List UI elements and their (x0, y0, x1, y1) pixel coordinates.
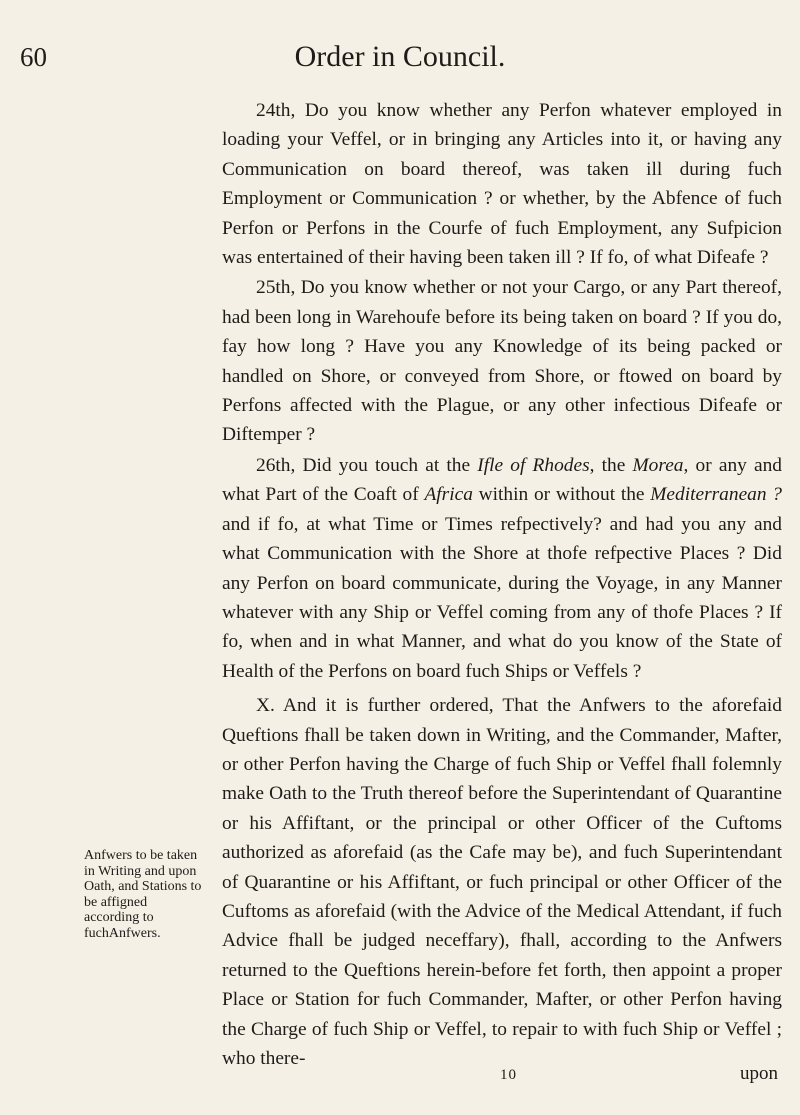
body-text (222, 96, 782, 1073)
signature-mark: 10 (500, 1067, 517, 1083)
place-africa: Africa (424, 484, 473, 506)
q26-text-c: , or any and what Part of the Coaft of (222, 454, 783, 506)
place-morea: Morea (632, 454, 684, 476)
catchword: upon (740, 1063, 778, 1084)
place-isle-of-rhodes: Ifle of Rhodes (477, 454, 590, 476)
q26-text-d: within or without the (472, 484, 651, 506)
margin-note: Anfwers to be taken in Writing and upon Oath, and Stations to be affigned according to fuchAnfwers. (84, 848, 202, 941)
page-footer (0, 1063, 800, 1093)
page-number: 60 (20, 42, 47, 72)
place-mediterranean: Mediterranean ? (650, 484, 782, 506)
q26-text-b: , the (589, 454, 633, 476)
question-25: 25th, Do you know whether or not your Cargo, or any Part thereof, had been long in Warehoufe before its being taken on board ? If you do, fay how long ? Have you any Knowledge of its being packed or handled on Shore, or conveyed from Shore, or ftowed on board by Perfons affected with the Plague, or any other infectious Difeafe or Diftemper ? (222, 277, 782, 446)
q26-text-e: and if fo, at what Time or Times refpectively? and had you any and what Communication with the Shore at thofe refpective Places ? Did any Perfon on board communicate, during the Voyage, in any Manner whatever with any Ship or Veffel coming from any of thofe Places ? If fo, when and in what Manner, and what do you know of the State of Health of the Perfons on board fuch Ships or Veffels ? (222, 513, 782, 682)
running-title: Order in Council. (294, 40, 506, 73)
question-24: 24th, Do you know whether any Perfon whatever employed in loading your Veffel, or in bringing any Articles into it, or having any Communication on board thereof, was taken ill during fuch Employment or Communication ? or whether, by the Abfence of fuch Perfon or Perfons in the Courfe of fuch Employment, any Sufpicion was entertained of their having been taken ill ? If fo, of what Difeafe ? (222, 100, 782, 269)
page-header (0, 40, 800, 80)
order-paragraph-x: X. And it is further ordered, That the Anfwers to the aforefaid Queftions fhall be taken down in Writing, and the Commander, Mafter, or other Perfon having the Charge of fuch Ship or Veffel fhall folemnly make Oath to the Truth thereof before the Superintendant of Quarantine or his Affiftant, or the principal or other Officer of the Cuftoms authorized as aforefaid (as the Cafe may be), and fuch Superintendant of Quarantine or his Affiftant, or fuch principal or other Officer of the Cuftoms as aforefaid (with the Advice of the Medical Attendant, if fuch Advice fhall be judged neceffary), fhall, according to the Anfwers returned to the Queftions herein-before fet forth, then appoint a proper Place or Station for fuch Commander, Mafter, or other Perfon having the Charge of fuch Ship or Veffel, to repair to with fuch Ship or Veffel ; who there- (222, 695, 782, 1069)
question-26 (222, 451, 782, 686)
q26-text-a: 26th, Did you touch at the (256, 454, 478, 476)
